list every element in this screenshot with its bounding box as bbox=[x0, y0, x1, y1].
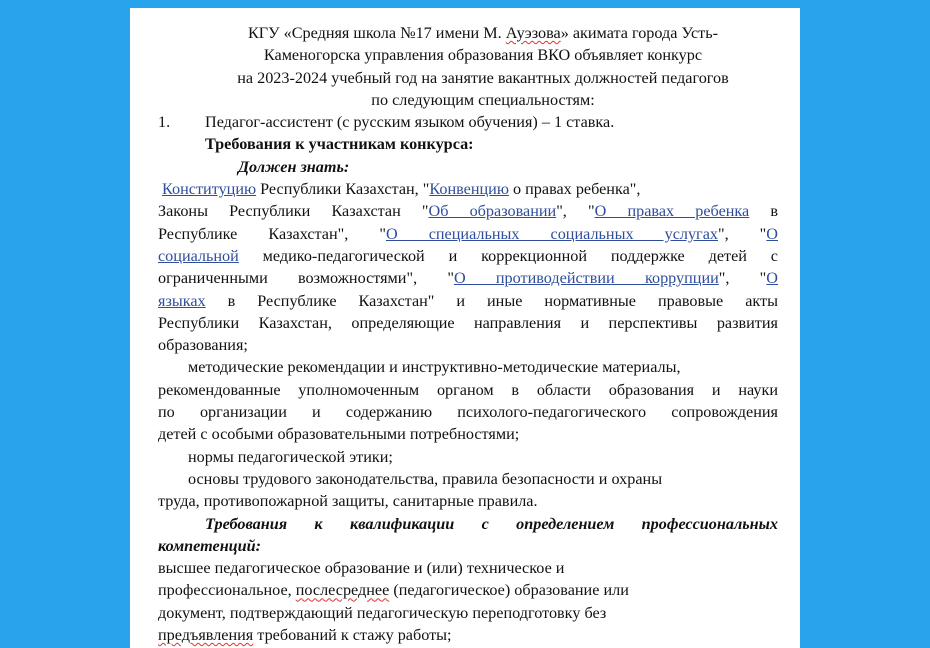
link-anticorruption-law[interactable]: О противодействии коррупции bbox=[453, 269, 719, 288]
spell-flag-name: Ауэзова bbox=[505, 24, 561, 42]
vacancy-item bbox=[158, 111, 778, 133]
link-languages-law-start[interactable]: О bbox=[766, 269, 778, 288]
link-social-support-law-start[interactable]: О bbox=[766, 224, 778, 243]
document-page bbox=[130, 8, 800, 648]
qualification-heading: Требования к квалификации с определением профессиональных компетенций: bbox=[158, 514, 778, 555]
link-convention[interactable]: Конвенцию bbox=[429, 180, 509, 199]
methodical-paragraph: методические рекомендации и инструктивно-методические материалы, рекомендованные уполномоченным органом в области образования и науки по организации и содержанию психолого-педагогического сопровождения детей с особыми образовательными потребностями; bbox=[158, 358, 778, 444]
header-line-1: КГУ «Средняя школа №17 имени М. Ауэзова» акимата города Усть- bbox=[247, 24, 719, 42]
link-languages-law-end[interactable]: языках bbox=[158, 291, 206, 310]
link-child-rights-law[interactable]: О правах ребенка bbox=[594, 202, 750, 221]
vacancy-number: 1. bbox=[158, 113, 171, 132]
header-line-3: на 2023-2024 учебный год на занятие вакантных должностей педагогов bbox=[237, 68, 729, 87]
header-line-4: по следующим специальностям: bbox=[371, 90, 595, 109]
labor-paragraph: основы трудового законодательства, правила безопасности и охраны труда, противопожарной защиты, санитарные правила. bbox=[158, 469, 663, 511]
link-social-services-law[interactable]: О специальных социальных услугах bbox=[385, 224, 718, 243]
spell-flag-word-2: предъявления bbox=[158, 626, 254, 645]
vacancy-text: Педагог-ассистент (с русским языком обучения) – 1 ставка. bbox=[205, 113, 615, 132]
ethics-paragraph: нормы педагогической этики; bbox=[188, 447, 393, 466]
spell-flag-word: послесреднее bbox=[295, 581, 390, 600]
announcement-header bbox=[158, 22, 778, 111]
link-social-support-law-end[interactable]: социальной bbox=[158, 246, 239, 265]
education-paragraph: высшее педагогическое образование и (или) техническое и профессиональное, послесреднее (педагогическое) образование или документ, подтверждающий педагогическую переподготовку без предъявления требований к стажу работы; bbox=[158, 559, 629, 645]
link-constitution[interactable]: Конституцию bbox=[162, 180, 257, 199]
header-line-2: Каменогорска управления образования ВКО объявляет конкурс bbox=[263, 46, 703, 65]
laws-paragraph: Конституцию Республики Казахстан, "Конвенцию о правах ребенка", Законы Республики Казахстан "Об образовании", "О правах ребенка в Республике Казахстан", "О специальных социальных услугах", "О социальной медико-педагогической и коррекционной поддержке детей с ограниченными возможностями", "О противодействии коррупции", "О языках в Республике Казахстан" и иные нормативные правовые акты Республики Казахстан, определяющие направления и перспективы развития образования; bbox=[158, 180, 779, 355]
requirements-heading: Требования к участникам конкурса: bbox=[205, 135, 474, 154]
link-education-law[interactable]: Об образовании bbox=[428, 202, 557, 221]
must-know-heading: Должен знать: bbox=[238, 157, 350, 176]
